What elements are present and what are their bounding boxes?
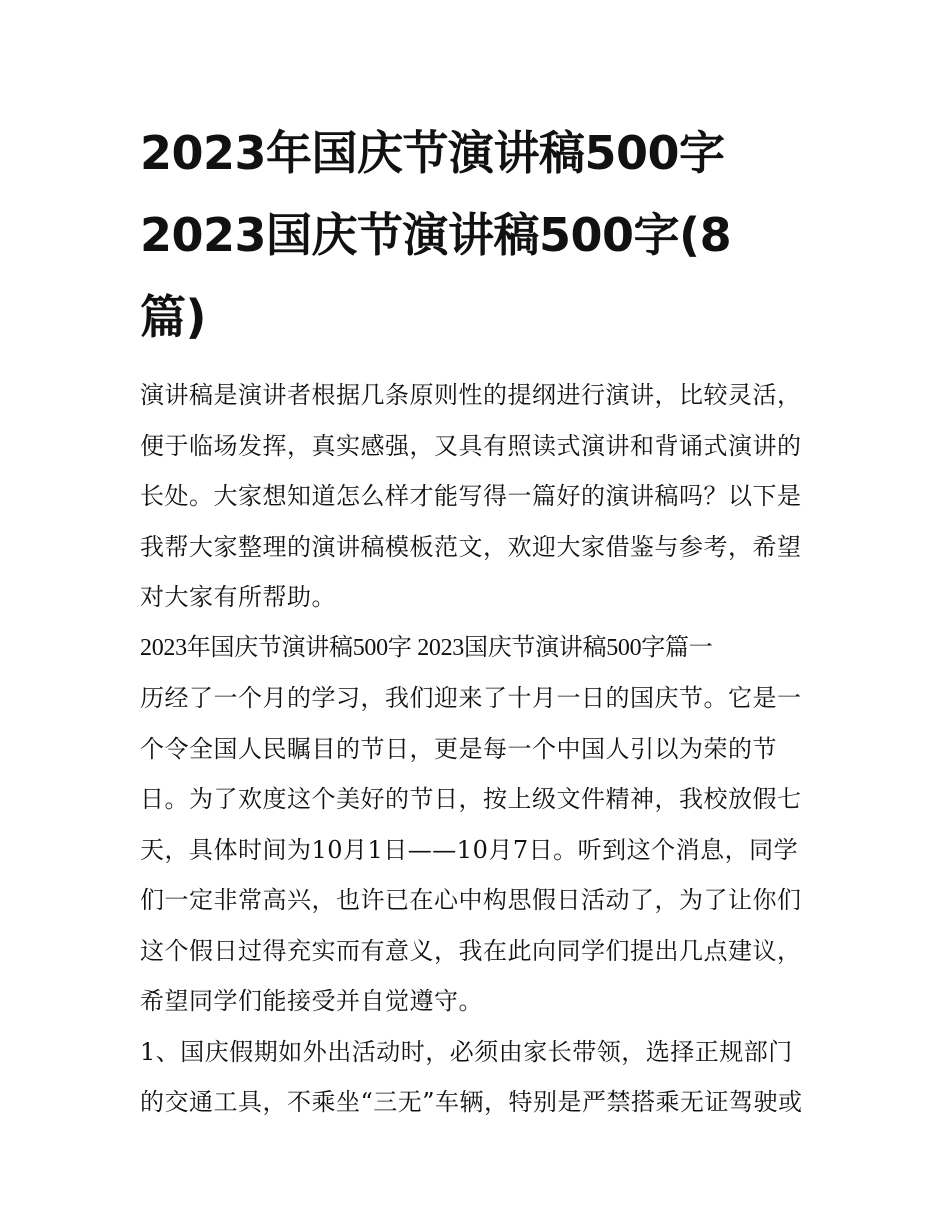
document-page — [140, 112, 820, 1128]
document-body — [140, 370, 820, 1128]
text-line: 我帮大家整理的演讲稿模板范文，欢迎大家借鉴与参考，希望 — [140, 532, 802, 561]
body-paragraph-2 — [140, 1027, 820, 1128]
text-line: 2023年国庆节演讲稿500字 2023国庆节演讲稿500字篇一 — [140, 634, 713, 661]
text-line: 希望同学们能接受并自觉遵守。 — [140, 987, 483, 1015]
text-line: 演讲稿是演讲者根据几条原则性的提纲进行演讲，比较灵活， — [140, 381, 802, 409]
text-line: 长处。大家想知道怎么样才能写得一篇好的演讲稿吗？以下是 — [140, 482, 802, 510]
text-line: 们一定非常高兴，也许已在心中构思假日活动了，为了让你们 — [140, 886, 802, 914]
text-line: 1、国庆假期如外出活动时，必须由家长带领，选择正规部门 — [140, 1037, 793, 1066]
title-line: 2023国庆节演讲稿500字(8 — [140, 208, 732, 262]
body-paragraph-1 — [140, 673, 820, 1027]
title-line: 篇) — [140, 290, 207, 344]
intro-paragraph — [140, 370, 820, 623]
text-line: 这个假日过得充实而有意义，我在此向同学们提出几点建议， — [140, 936, 802, 965]
section-heading — [140, 623, 820, 674]
text-line: 对大家有所帮助。 — [140, 583, 336, 611]
text-line: 便于临场发挥，真实感强，又具有照读式演讲和背诵式演讲的 — [140, 431, 802, 460]
document-title — [140, 112, 780, 358]
text-line: 个令全国人民瞩目的节日，更是每一个中国人引以为荣的节 — [140, 734, 777, 763]
text-line: 的交通工具，不乘坐“三无”车辆，特别是严禁搭乘无证驾驶或 — [140, 1088, 803, 1116]
text-line: 日。为了欢度这个美好的节日，按上级文件精神，我校放假七 — [140, 785, 802, 813]
text-line: 历经了一个月的学习，我们迎来了十月一日的国庆节。它是一 — [140, 684, 802, 712]
title-line: 2023年国庆节演讲稿500字 — [140, 126, 725, 180]
text-line: 天，具体时间为10月1日——10月7日。听到这个消息，同学 — [140, 835, 799, 864]
